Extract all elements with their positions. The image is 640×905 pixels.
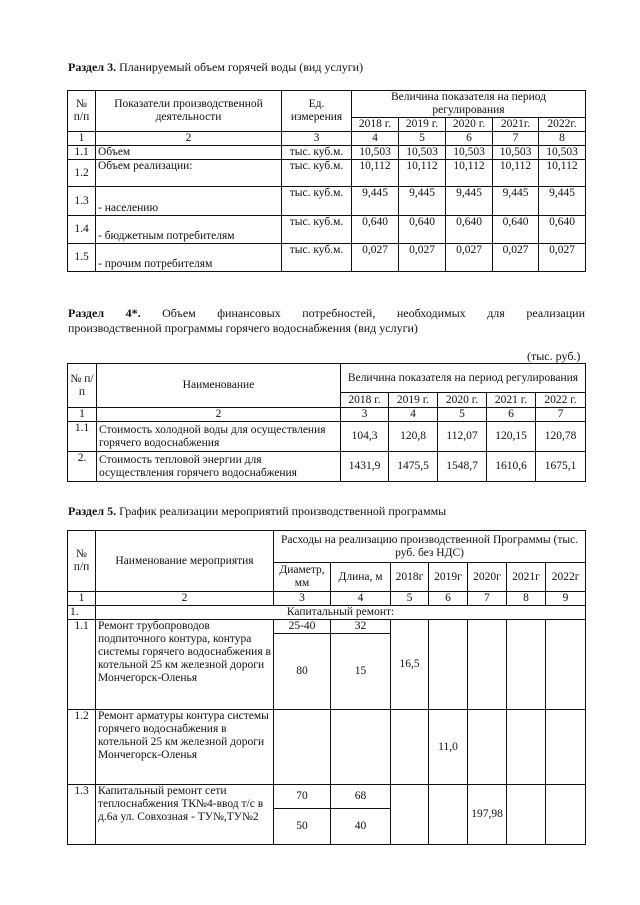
- section-4-title-line2: производственной программы горячего водоснабжения (вид услуги): [68, 321, 418, 335]
- section-5-table: [67, 530, 586, 845]
- table-row: 50 40: [68, 809, 586, 845]
- s5-header-num: № п/п: [68, 531, 96, 592]
- s3-year: 2018 г.: [352, 118, 399, 132]
- s4-header-value: Величина показателя на период регулирования: [341, 364, 586, 393]
- s5-colnum: 3: [274, 592, 331, 606]
- s3-colnum: 6: [446, 132, 493, 146]
- s3-colnum: 1: [68, 132, 96, 146]
- section-4-title-line1: Раздел 4*. Объем финансовых потребностей, необходимых для реализации: [68, 306, 585, 320]
- s4-colnum: 6: [487, 408, 536, 422]
- table-row: 1.1 Ремонт трубопроводов подпиточного контура, контура системы горячего водоснабжения в котельной 25 км железной дороги Мончегорск-Оленья 25-40 32 16,5: [68, 620, 586, 634]
- s3-colnum: 4: [352, 132, 399, 146]
- s3-colnum: 2: [96, 132, 282, 146]
- table-row: 1.2 Объем реализации: тыс. куб.м. 10,112 10,112 10,112 10,112 10,112: [68, 160, 586, 187]
- s5-colnum: 8: [507, 592, 546, 606]
- s4-year: 2022 г.: [536, 393, 586, 408]
- s5-colnum: 9: [546, 592, 586, 606]
- s4-colnum: 3: [341, 408, 389, 422]
- s5-colnum: 7: [468, 592, 507, 606]
- table-row: 1. Капитальный ремонт:: [68, 606, 586, 620]
- section-5-title: Раздел 5. График реализации мероприятий производственной программы: [68, 504, 447, 518]
- s5-year: 2019г: [429, 563, 468, 592]
- table-row: 2. Стоимость тепловой энергии для осуществления горячего водоснабжения 1431,9 1475,5 1548,7 1610,6 1675,1: [68, 452, 586, 482]
- s4-year: 2020 г.: [438, 393, 487, 408]
- s4-colnum: 1: [68, 408, 97, 422]
- table-row: 1.4 - бюджетным потребителям тыс. куб.м. 0,640 0,640 0,640 0,640 0,640: [68, 216, 586, 244]
- s3-colnum: 7: [493, 132, 539, 146]
- s3-year: 2021г.: [493, 118, 539, 132]
- s3-header-indicator: Показатели производственной деятельности: [96, 91, 282, 132]
- s4-colnum: 5: [438, 408, 487, 422]
- s5-header-cost: Расходы на реализацию производственной Программы (тыс. руб. без НДС): [274, 531, 586, 563]
- s3-header-num: № п/п: [68, 91, 96, 132]
- s5-header-name: Наименование мероприятия: [96, 531, 274, 592]
- s4-colnum: 2: [97, 408, 341, 422]
- s5-header-length: Длина, м: [331, 563, 391, 592]
- s3-colnum: 8: [539, 132, 586, 146]
- s5-colnum: 1: [68, 592, 96, 606]
- table-row: 1.3 - населению тыс. куб.м. 9,445 9,445 9,445 9,445 9,445: [68, 187, 586, 216]
- table-row: 80 15: [68, 634, 586, 710]
- s4-year: 2018 г.: [341, 393, 389, 408]
- s4-header-name: Наименование: [97, 364, 341, 408]
- s4-header-num: № п/п: [68, 364, 97, 408]
- section-4-table: [67, 363, 586, 482]
- s5-year: 2018г: [391, 563, 429, 592]
- table-row: 1.1 Стоимость холодной воды для осуществления горячего водоснабжения 104,3 120,8 112,07 120,15 120,78: [68, 422, 586, 452]
- s5-colnum: 2: [96, 592, 274, 606]
- s5-group-title: Капитальный ремонт:: [96, 606, 586, 620]
- section-3-table: [67, 90, 586, 272]
- section-4-unit-note: (тыс. руб.): [527, 349, 581, 363]
- table-row: 1.3 Капитальный ремонт сети теплоснабжения ТК№4-ввод т/с в д.6а ул. Совхозная - ТУ№,ТУ№2 70 68 197,98: [68, 785, 586, 809]
- s5-colnum: 4: [331, 592, 391, 606]
- s5-header-diameter: Диаметр, мм: [274, 563, 331, 592]
- s4-year: 2019 г.: [389, 393, 438, 408]
- s3-year: 2020 г.: [446, 118, 493, 132]
- s3-year: 2022г.: [539, 118, 586, 132]
- section-3-title: Раздел 3. Планируемый объем горячей воды (вид услуги): [68, 60, 364, 74]
- table-row: 1.2 Ремонт арматуры контура системы горячего водоснабжения в котельной 25 км железной дороги Мончегорск-Оленья 11,0: [68, 710, 586, 785]
- s5-colnum: 6: [429, 592, 468, 606]
- s5-colnum: 5: [391, 592, 429, 606]
- s3-header-value: Величина показателя на период регулирования: [352, 91, 586, 118]
- s4-colnum: 4: [389, 408, 438, 422]
- s4-year: 2021 г.: [487, 393, 536, 408]
- s3-colnum: 3: [282, 132, 352, 146]
- s4-colnum: 7: [536, 408, 586, 422]
- s3-colnum: 5: [399, 132, 446, 146]
- s5-year: 2020г: [468, 563, 507, 592]
- s3-year: 2019 г.: [399, 118, 446, 132]
- table-row: 1.1 Объем тыс. куб.м. 10,503 10,503 10,503 10,503 10,503: [68, 146, 586, 160]
- s3-header-unit: Ед. измерения: [282, 91, 352, 132]
- table-row: 1.5 - прочим потребителям тыс. куб.м. 0,027 0,027 0,027 0,027 0,027: [68, 244, 586, 272]
- s5-year: 2022г: [546, 563, 586, 592]
- s5-year: 2021г: [507, 563, 546, 592]
